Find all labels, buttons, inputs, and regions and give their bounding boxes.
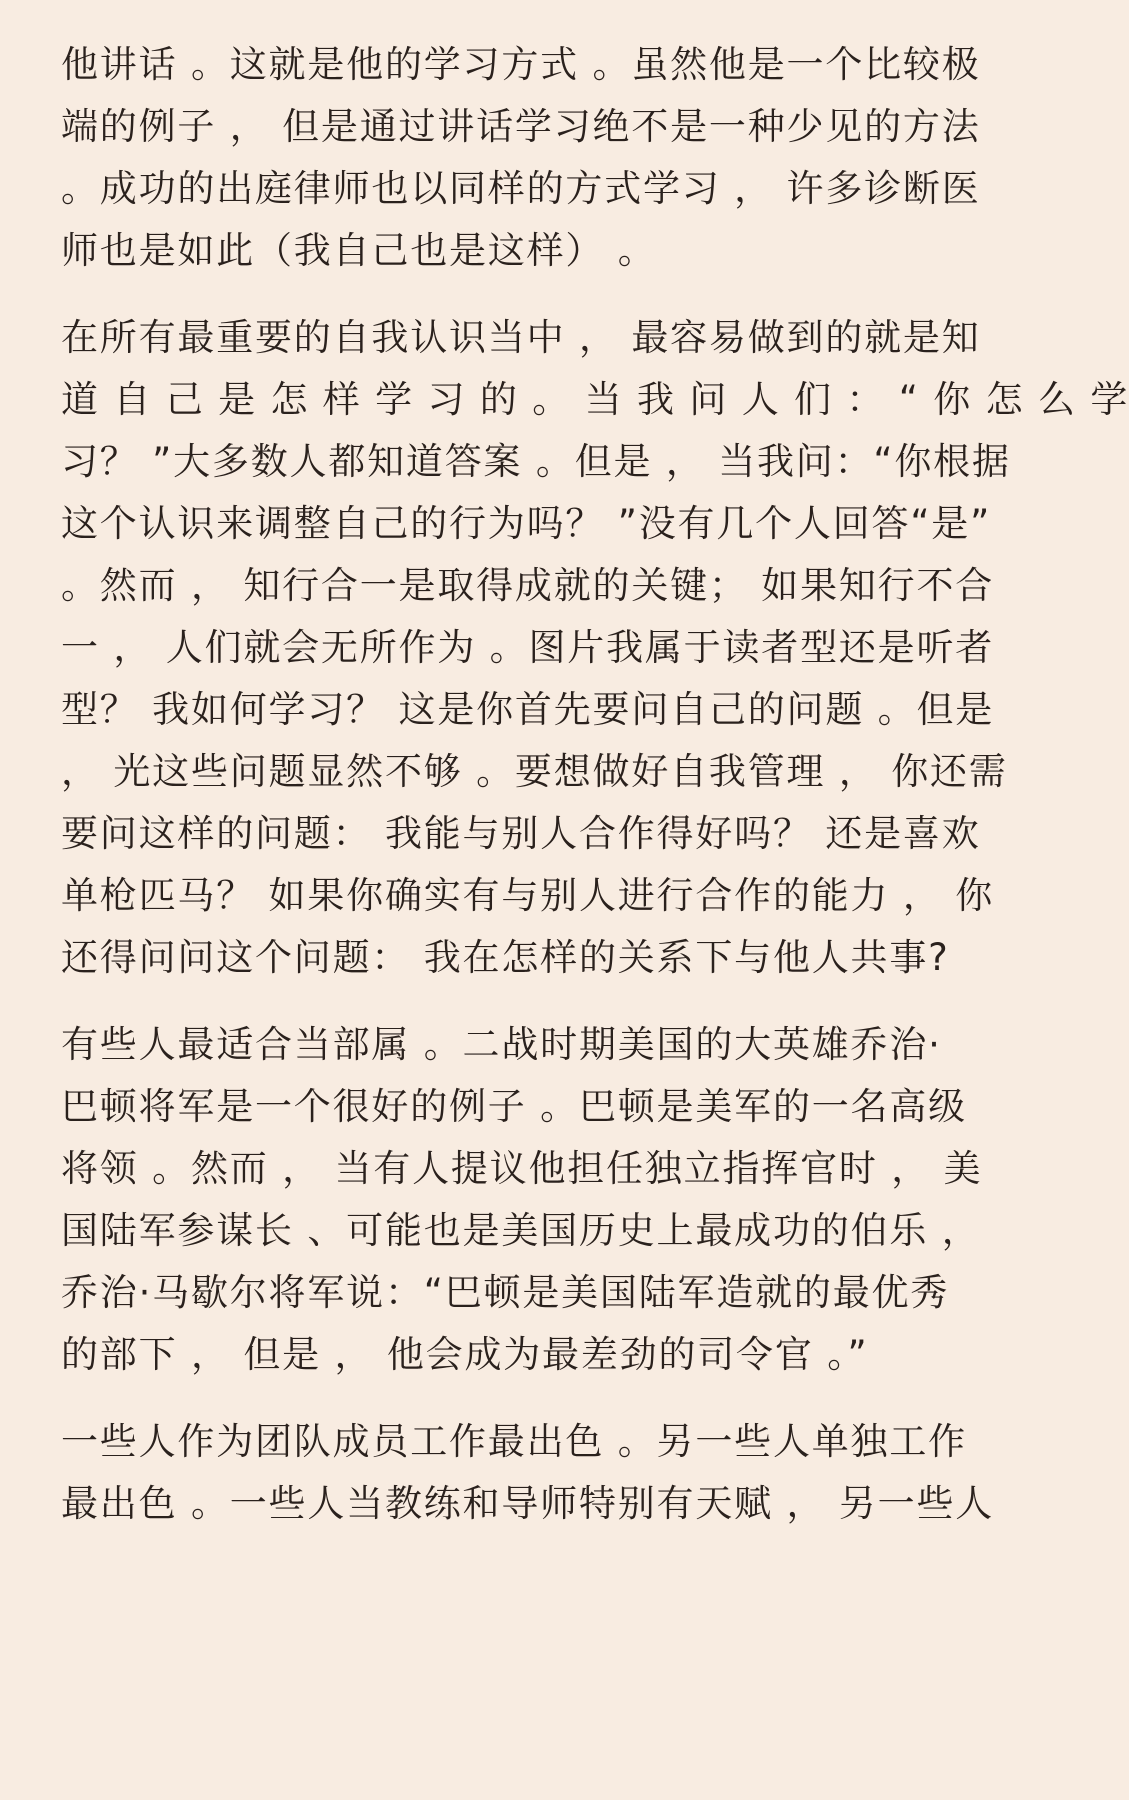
text-line: 这个认识来调整自己的行为吗？ ”没有几个人回答“是” (61, 502, 992, 545)
text-line: 一 ， 人们就会无所作为 。图片我属于读者型还是听者 (61, 626, 995, 669)
text-line: 最出色 。一些人当教练和导师特别有天赋 ， 另一些人 (61, 1482, 995, 1525)
text-line: 他讲话 。这就是他的学习方式 。虽然他是一个比较极 (61, 43, 981, 86)
text-line: 师也是如此（我自己也是这样） 。 (61, 229, 657, 272)
text-line: 国陆军参谋长 、可能也是美国历史上最成功的伯乐 ， (61, 1209, 981, 1252)
paragraph-4 (61, 1411, 1020, 1535)
text-line: 单枪匹马？ 如果你确实有与别人进行合作的能力 ， 你 (61, 874, 995, 917)
text-line: 。然而 ， 知行合一是取得成就的关键； 如果知行不合 (61, 564, 995, 607)
text-line: 端的例子 ， 但是通过讲话学习绝不是一种少见的方法 (61, 105, 981, 148)
text-line: 道 自 己 是 怎 样 学 习 的 。 当 我 问 人 们 ： “ 你 怎 么 学 (61, 378, 1129, 421)
text-line: 习？ ”大多数人都知道答案 。但是 ， 当我问：“你根据 (61, 440, 1011, 483)
text-line: 乔治·马歇尔将军说：“巴顿是美国陆军造就的最优秀 (61, 1271, 950, 1314)
paragraph-3 (61, 1014, 1020, 1386)
text-line: 还得问问这个问题： 我在怎样的关系下与他人共事? (61, 936, 950, 979)
text-line: 的部下 ， 但是 ， 他会成为最差劲的司令官 。” (61, 1333, 869, 1376)
text-line: 一些人作为团队成员工作最出色 。另一些人单独工作 (61, 1420, 967, 1463)
paragraph-1 (61, 34, 1020, 282)
text-line: 型？ 我如何学习？ 这是你首先要问自己的问题 。但是 (61, 688, 995, 731)
paragraph-2 (61, 307, 1129, 989)
text-line: 巴顿将军是一个很好的例子 。巴顿是美军的一名高级 (61, 1085, 967, 1128)
text-line: 要问这样的问题： 我能与别人合作得好吗？ 还是喜欢 (61, 812, 981, 855)
text-line: ， 光这些问题显然不够 。要想做好自我管理 ， 你还需 (61, 750, 1008, 793)
text-line: 。成功的出庭律师也以同样的方式学习 ， 许多诊断医 (61, 167, 981, 210)
text-line: 在所有最重要的自我认识当中 ， 最容易做到的就是知 (61, 316, 981, 359)
text-line: 将领 。然而 ， 当有人提议他担任独立指挥官时 ， 美 (61, 1147, 983, 1190)
text-line: 有些人最适合当部属 。二战时期美国的大英雄乔治· (61, 1023, 942, 1066)
